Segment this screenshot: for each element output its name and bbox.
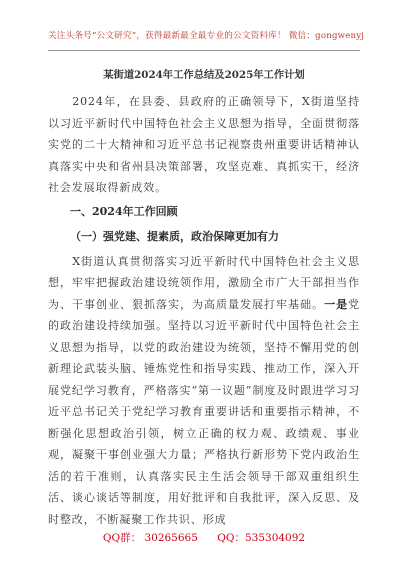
promo-banner: 关注头条号“公文研究”，获得最新最全最专业的公文资料库！ 微信：gongwenyj xyxy=(48,31,365,41)
body-text-part1: X街道认真贯彻落实习近平新时代中国特色社会主义思想，牢牢把握政治建设统领作用，激励全市广大干部担当作为、干事创业、狠抓落实，为高质量发展打牢基础。 xyxy=(48,254,360,311)
body-paragraph xyxy=(48,251,360,531)
page-header xyxy=(48,0,365,51)
page-footer xyxy=(0,530,408,545)
document-title: 某街道2024年工作总结及2025年工作计划 xyxy=(103,69,305,81)
footer-qq-group: QQ群： 30265665 xyxy=(102,532,198,544)
document-body xyxy=(48,60,360,530)
body-emphasis: 一是 xyxy=(324,297,349,311)
intro-paragraph: 2024年，在县委、县政府的正确领导下，X街道坚持以习近平新时代中国特色社会主义思想为指导，全面贯彻落实党的二十大精神和习近平总书记视察贵州重要讲话精神认真落实中央和省州县决策部署，攻坚克难、真抓实干，经济社会发展取得新成效。 xyxy=(48,95,360,194)
section-heading: 一、2024年工作回顾 xyxy=(70,204,178,218)
subsection-heading: （一）强党建、提素质，政治保障更加有力 xyxy=(70,229,279,243)
body-text-part2: 党的政治建设持续加强。坚持以习近平新时代中国特色社会主义思想为指导，以党的政治建设为统领，坚持不懈用党的创新理论武装头脑、锤炼党性和指导实践、推动工作，深入开展党纪学习教育，严格落实“第一议题”制度及时跟进学习习近平总书记关于党纪学习教育重要讲话和重要指示精神，不断强化思想政治引领，树立正确的权力观、政绩观、事业观，凝聚干事创业强大力量；严格执行新形势下党内政治生活的若干准则，认真落实民主生活会领导干部双重组织生活、谈心谈话等制度，用好批评和自我批评，深入反思、及时整改，不断凝聚工作共识、形成 xyxy=(48,297,360,526)
footer-qq-contact: QQ：535304092 xyxy=(217,532,306,544)
